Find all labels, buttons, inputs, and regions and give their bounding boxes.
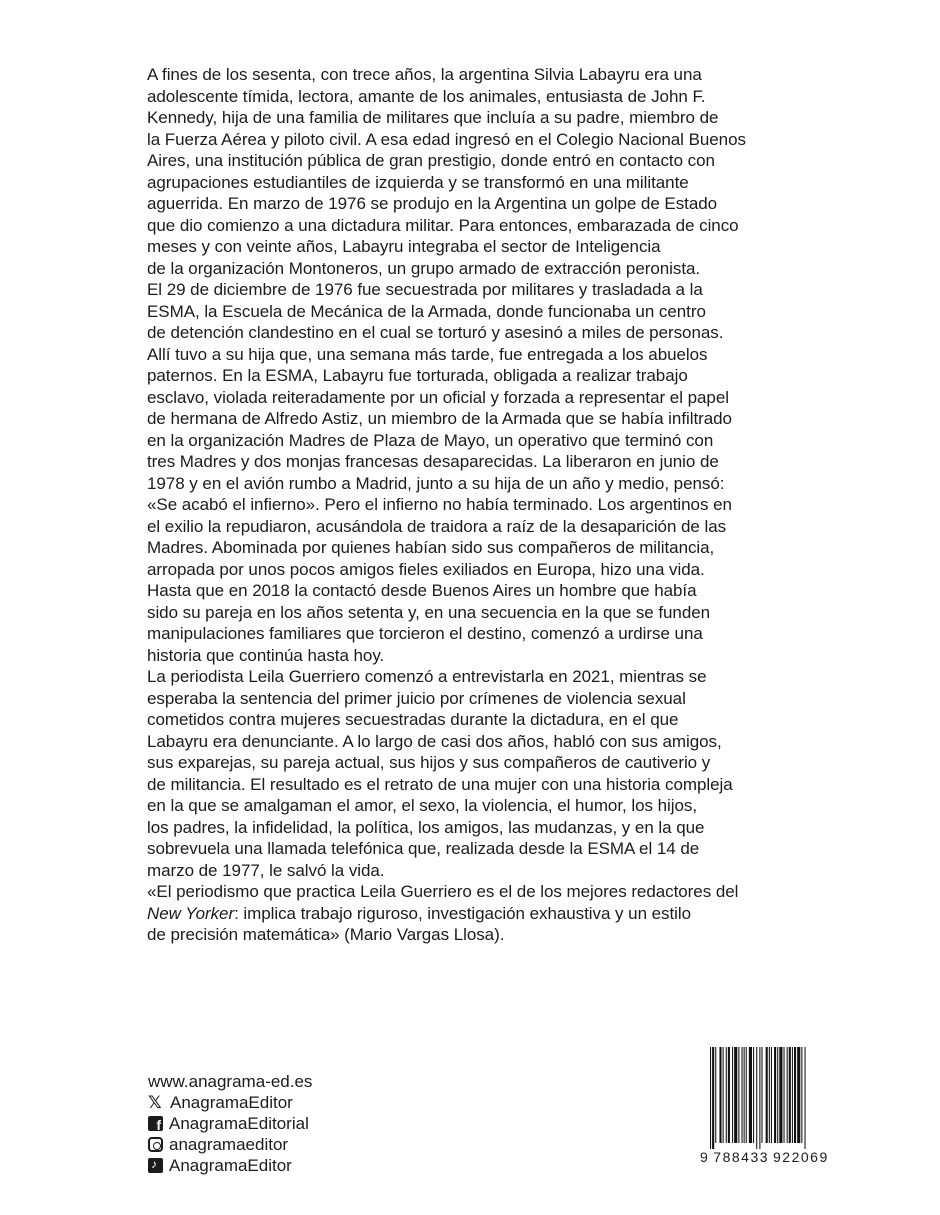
blurb-line: Hasta que en 2018 la contactó desde Buenos Aires un hombre que había xyxy=(147,581,697,600)
blurb-line: el exilio la repudiaron, acusándola de traidora a raíz de la desaparición de las xyxy=(147,516,727,536)
barcode-bar xyxy=(784,1047,785,1143)
blurb-line: El 29 de diciembre de 1976 fue secuestrada por militares y trasladada a la xyxy=(147,280,703,299)
instagram-handle[interactable]: anagramaeditor xyxy=(169,1135,289,1154)
blurb-line: historia que continúa hasta hoy. xyxy=(147,645,385,665)
facebook-icon xyxy=(148,1116,163,1131)
facebook-row xyxy=(148,1113,312,1134)
barcode-bar xyxy=(771,1047,772,1143)
barcode-bar xyxy=(734,1047,737,1143)
blurb-line: Allí tuvo a su hija que, una semana más tarde, fue entregada a los abuelos xyxy=(147,344,708,364)
barcode-bar xyxy=(738,1047,739,1143)
website-link[interactable]: www.anagrama-ed.es xyxy=(148,1072,313,1091)
x-row xyxy=(148,1092,312,1113)
barcode-bar xyxy=(789,1047,791,1143)
barcode-bar xyxy=(746,1047,747,1143)
isbn-barcode xyxy=(700,1047,829,1165)
tiktok-handle[interactable]: AnagramaEditor xyxy=(169,1156,292,1175)
blurb-line: de militancia. El resultado es el retrato de una mujer con una historia compleja xyxy=(147,774,733,794)
blurb-line: meses y con veinte años, Labayru integraba el sector de Inteligencia xyxy=(147,237,661,256)
barcode-bar xyxy=(753,1047,754,1143)
barcode-bar xyxy=(756,1047,757,1149)
barcode-bar xyxy=(761,1047,762,1143)
barcode-digits xyxy=(700,1149,833,1165)
blurb-line: Aires, una institución pública de gran prestigio, donde entró en contacto con xyxy=(147,151,715,170)
blurb-line: esperaba la sentencia del primer juicio por crímenes de violencia sexual xyxy=(147,688,686,708)
blurb-line: La periodista Leila Guerriero comenzó a entrevistarla en 2021, mientras se xyxy=(147,667,707,686)
tiktok-icon xyxy=(148,1158,163,1173)
quote-line xyxy=(147,903,847,925)
blurb-line: paternos. En la ESMA, Labayru fue torturada, obligada a realizar trabajo xyxy=(147,366,688,385)
instagram-row xyxy=(148,1134,312,1155)
barcode-bar xyxy=(787,1047,788,1143)
barcode-bar xyxy=(774,1047,776,1143)
tiktok-row xyxy=(148,1155,312,1176)
barcode-bar xyxy=(744,1047,745,1143)
blurb-line: sido su pareja en los años setenta y, en una secuencia en la que se funden xyxy=(147,602,711,622)
blurb-line: de detención clandestino en el cual se torturó y asesinó a miles de personas. xyxy=(147,323,724,342)
publisher-contacts xyxy=(148,1071,312,1176)
facebook-handle[interactable]: AnagramaEditorial xyxy=(169,1114,309,1133)
barcode-bar xyxy=(805,1047,806,1149)
blurb-line: esclavo, violada reiteradamente por un oficial y forzada a representar el papel xyxy=(147,387,729,407)
barcode-bar xyxy=(797,1047,800,1143)
barcode-bar xyxy=(766,1047,768,1143)
blurb-line: A fines de los sesenta, con trece años, la argentina Silvia Labayru era una xyxy=(147,65,702,84)
barcode-bar xyxy=(801,1047,802,1143)
barcode-bar xyxy=(749,1047,752,1143)
blurb-line: Madres. Abominada por quienes habían sido sus compañeros de militancia, xyxy=(147,538,715,557)
blurb-line: que dio comienzo a una dictadura militar. Para entonces, embarazada de cinco xyxy=(147,215,739,235)
x-icon: 𝕏 xyxy=(148,1093,162,1112)
blurb-line: en la organización Madres de Plaza de Mayo, un operativo que terminó con xyxy=(147,430,714,450)
barcode-bar xyxy=(726,1047,727,1143)
blurb-line: 1978 y en el avión rumbo a Madrid, junto a su hija de un año y medio, pensó: xyxy=(147,473,725,493)
barcode-bar xyxy=(742,1047,743,1143)
instagram-icon xyxy=(148,1137,163,1152)
barcode-bar xyxy=(712,1047,714,1149)
blurb-line: arropada por unos pocos amigos fieles exiliados en Europa, hizo una vida. xyxy=(147,559,705,579)
blurb-line: los padres, la infidelidad, la política, los amigos, las mudanzas, y en la que xyxy=(147,817,705,837)
barcode-bar xyxy=(728,1047,730,1143)
barcode-bar xyxy=(715,1047,716,1143)
magazine-title: New Yorker xyxy=(147,903,235,923)
synopsis-text xyxy=(147,64,847,946)
barcode-bar xyxy=(732,1047,733,1143)
blurb-line: adolescente tímida, lectora, amante de los animales, entusiasta de John F. xyxy=(147,86,706,106)
barcode-bar xyxy=(723,1047,724,1143)
blurb-line: aguerrida. En marzo de 1976 se produjo en la Argentina un golpe de Estado xyxy=(147,194,718,213)
barcode-right-group: 922069 xyxy=(773,1149,829,1165)
barcode-bars xyxy=(710,1047,810,1149)
blurb-line: «El periodismo que practica Leila Guerriero es el de los mejores redactores del xyxy=(147,882,739,901)
barcode-bar xyxy=(719,1047,721,1143)
blurb-line: «Se acabó el infierno». Pero el infierno no había terminado. Los argentinos en xyxy=(147,495,732,514)
barcode-left-group: 788433 xyxy=(713,1149,770,1165)
barcode-bar xyxy=(779,1047,782,1143)
barcode-lead-digit: 9 xyxy=(700,1149,710,1165)
blurb-line: Labayru era denunciante. A lo largo de casi dos años, habló con sus amigos, xyxy=(147,731,722,751)
barcode-bar xyxy=(792,1047,793,1143)
blurb-line: manipulaciones familiares que torcieron el destino, comenzó a urdirse una xyxy=(147,624,703,643)
blurb-line: sobrevuela una llamada telefónica que, realizada desde la ESMA el 14 de xyxy=(147,839,700,858)
barcode-bar xyxy=(794,1047,796,1143)
blurb-line: de hermana de Alfredo Astiz, un miembro de la Armada que se había infiltrado xyxy=(147,409,732,428)
quote-attribution-line: de precisión matemática» (Mario Vargas Llosa). xyxy=(147,925,505,944)
blurb-line: de la organización Montoneros, un grupo armado de extracción peronista. xyxy=(147,258,701,278)
barcode-bar xyxy=(710,1047,711,1149)
blurb-line: la Fuerza Aérea y piloto civil. A esa edad ingresó en el Colegio Nacional Buenos xyxy=(147,129,746,149)
x-handle[interactable]: AnagramaEditor xyxy=(170,1093,293,1112)
barcode-bar xyxy=(769,1047,770,1143)
blurb-line: Kennedy, hija de una familia de militares que incluía a su padre, miembro de xyxy=(147,108,719,127)
blurb-line: ESMA, la Escuela de Mecánica de la Armada, donde funcionaba un centro xyxy=(147,301,706,321)
blurb-line: agrupaciones estudiantiles de izquierda y se transformó en una militante xyxy=(147,172,689,192)
blurb-line: en la que se amalgaman el amor, el sexo, la violencia, el humor, los hijos, xyxy=(147,796,697,815)
blurb-line: cometidos contra mujeres secuestradas durante la dictadura, en el que xyxy=(147,710,679,729)
blurb-line: marzo de 1977, le salvó la vida. xyxy=(147,860,385,880)
website-row xyxy=(148,1071,312,1092)
blurb-line: sus exparejas, su pareja actual, sus hijos y sus compañeros de cautiverio y xyxy=(147,753,711,772)
blurb-line: tres Madres y dos monjas francesas desaparecidas. La liberaron en junio de xyxy=(147,452,719,471)
barcode-bar xyxy=(777,1047,778,1143)
quote-continuation: : implica trabajo riguroso, investigación exhaustiva y un estilo xyxy=(234,903,692,923)
barcode-bar xyxy=(759,1047,760,1149)
